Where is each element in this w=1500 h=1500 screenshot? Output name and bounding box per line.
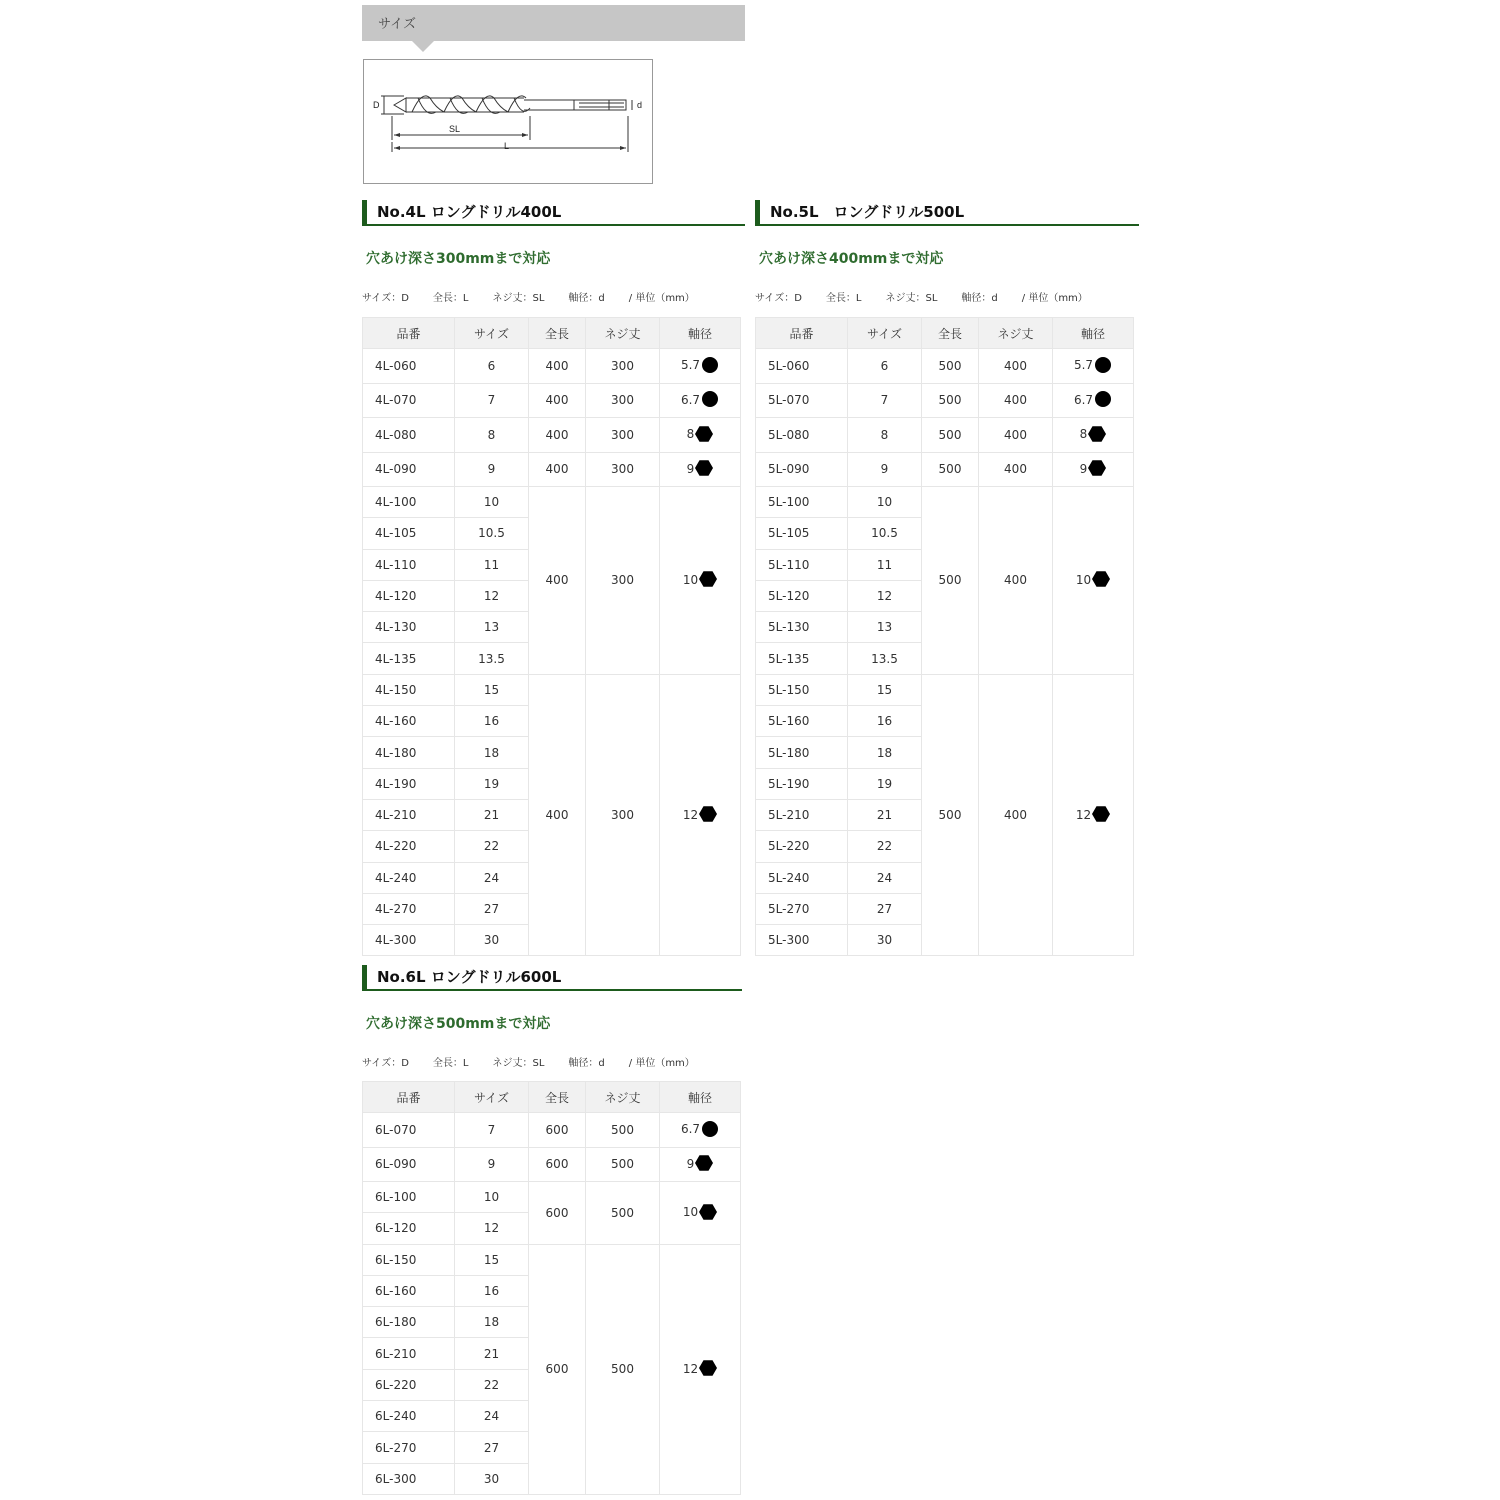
- cell-size: 9: [455, 1147, 529, 1182]
- cell-size: 15: [455, 674, 529, 705]
- cell-size: 16: [848, 706, 922, 737]
- legend-screw: ネジ丈：SL: [492, 1058, 545, 1069]
- shaft-diameter: 10: [682, 1205, 699, 1220]
- cell-code: 5L-090: [756, 452, 848, 487]
- spec-table-5l: [755, 317, 1134, 956]
- cell-screw-length: 300: [586, 418, 660, 453]
- cell-code: 4L-150: [363, 674, 455, 705]
- cell-size: 12: [848, 580, 922, 611]
- cell-code: 4L-210: [363, 799, 455, 830]
- cell-shaft: [1053, 418, 1134, 453]
- cell-code: 5L-135: [756, 643, 848, 674]
- cell-code: 5L-190: [756, 768, 848, 799]
- shaft-diameter: 6.7: [1073, 392, 1094, 407]
- cell-shaft: [1053, 452, 1134, 487]
- cell-code: 5L-160: [756, 706, 848, 737]
- shaft-value: [681, 1122, 719, 1136]
- shaft-diameter: 12: [1075, 807, 1092, 822]
- cell-size: 22: [848, 831, 922, 862]
- cell-size: 9: [848, 452, 922, 487]
- col-header-screw: ネジ丈: [979, 318, 1053, 349]
- shaft-value: [1080, 462, 1107, 476]
- cell-code: 6L-210: [363, 1338, 455, 1369]
- shaft-value: [681, 393, 719, 407]
- cell-size: 8: [455, 418, 529, 453]
- col-header-screw: ネジ丈: [586, 318, 660, 349]
- drill-diagram-drawing: [364, 60, 652, 183]
- table-row: [756, 487, 1134, 518]
- cell-size: 10: [455, 1182, 529, 1213]
- table-row: [363, 1147, 741, 1182]
- shaft-value: [1080, 427, 1107, 441]
- cell-shaft: [660, 1147, 741, 1182]
- diagram-label-d: d: [637, 100, 643, 110]
- cell-shaft: [660, 383, 741, 418]
- cell-size: 6: [848, 349, 922, 384]
- shaft-diameter: 12: [682, 807, 699, 822]
- cell-screw-length: 500: [586, 1182, 660, 1245]
- cell-code: 4L-120: [363, 580, 455, 611]
- cell-screw-length: 400: [979, 487, 1053, 675]
- spec-table-4l: [362, 317, 741, 956]
- shaft-value: [683, 1362, 717, 1376]
- cell-code: 6L-300: [363, 1463, 455, 1494]
- cell-length: 600: [529, 1182, 586, 1245]
- col-header-size: サイズ: [455, 1082, 529, 1113]
- cell-code: 5L-220: [756, 831, 848, 862]
- cell-length: 600: [529, 1147, 586, 1182]
- hex-shank-icon: [695, 425, 713, 443]
- cell-size: 7: [455, 1113, 529, 1148]
- cell-code: 4L-220: [363, 831, 455, 862]
- cell-code: 5L-300: [756, 925, 848, 956]
- cell-code: 5L-180: [756, 737, 848, 768]
- cell-length: 500: [922, 418, 979, 453]
- shaft-diameter: 6.7: [680, 1122, 701, 1137]
- cell-size: 27: [848, 893, 922, 924]
- cell-code: 6L-120: [363, 1213, 455, 1244]
- cell-code: 4L-080: [363, 418, 455, 453]
- cell-code: 6L-220: [363, 1369, 455, 1400]
- table-row: [363, 1113, 741, 1148]
- round-shank-icon: [701, 390, 719, 408]
- cell-screw-length: 400: [979, 674, 1053, 956]
- cell-code: 5L-270: [756, 893, 848, 924]
- cell-screw-length: 400: [979, 452, 1053, 487]
- legend-size: サイズ：D: [755, 293, 802, 304]
- cell-length: 400: [529, 674, 586, 956]
- hex-shank-icon: [699, 1203, 717, 1221]
- table-row: [363, 452, 741, 487]
- table-row: [756, 349, 1134, 384]
- cell-shaft: [660, 349, 741, 384]
- cell-size: 13.5: [455, 643, 529, 674]
- cell-code: 5L-080: [756, 418, 848, 453]
- cell-size: 16: [455, 1275, 529, 1306]
- cell-shaft: [660, 452, 741, 487]
- col-header-size: サイズ: [848, 318, 922, 349]
- shaft-diameter: 12: [682, 1361, 699, 1376]
- shaft-value: [683, 573, 717, 587]
- table-row: [363, 349, 741, 384]
- cell-code: 5L-070: [756, 383, 848, 418]
- cell-size: 7: [455, 383, 529, 418]
- col-header-length: 全長: [922, 318, 979, 349]
- legend-unit: / 単位（mm）: [628, 293, 695, 304]
- cell-code: 6L-160: [363, 1275, 455, 1306]
- diagram-label-SL: SL: [449, 124, 461, 134]
- shaft-diameter: 10: [1075, 572, 1092, 587]
- table-row: [363, 1244, 741, 1275]
- table-row: [756, 383, 1134, 418]
- round-shank-icon: [1094, 390, 1112, 408]
- col-header-code: 品番: [756, 318, 848, 349]
- round-shank-icon: [701, 1120, 719, 1138]
- shaft-diameter: 9: [686, 461, 695, 476]
- cell-size: 30: [848, 925, 922, 956]
- cell-code: 4L-270: [363, 893, 455, 924]
- round-shank-icon: [701, 356, 719, 374]
- size-tab: [362, 5, 745, 41]
- cell-size: 21: [455, 1338, 529, 1369]
- cell-screw-length: 500: [586, 1147, 660, 1182]
- cell-length: 400: [529, 487, 586, 675]
- cell-size: 10: [455, 487, 529, 518]
- cell-size: 10.5: [455, 518, 529, 549]
- cell-shaft: [660, 674, 741, 956]
- dimension-legend: [755, 289, 1088, 304]
- cell-shaft: [660, 1182, 741, 1245]
- cell-code: 6L-070: [363, 1113, 455, 1148]
- round-shank-icon: [1094, 356, 1112, 374]
- cell-screw-length: 500: [586, 1244, 660, 1494]
- legend-shaft: 軸径：d: [568, 1058, 605, 1069]
- cell-length: 500: [922, 487, 979, 675]
- legend-shaft: 軸径：d: [961, 293, 998, 304]
- shaft-diameter: 9: [686, 1156, 695, 1171]
- hex-shank-icon: [699, 805, 717, 823]
- shaft-diameter: 8: [686, 427, 695, 442]
- cell-code: 4L-110: [363, 549, 455, 580]
- cell-code: 6L-240: [363, 1401, 455, 1432]
- cell-size: 24: [455, 1401, 529, 1432]
- cell-size: 22: [455, 1369, 529, 1400]
- cell-size: 18: [455, 1307, 529, 1338]
- col-header-size: サイズ: [455, 318, 529, 349]
- cell-shaft: [1053, 349, 1134, 384]
- table-header-row: [756, 318, 1134, 349]
- table-row: [363, 487, 741, 518]
- size-tab-arrow: [412, 41, 434, 52]
- shaft-value: [1074, 393, 1112, 407]
- section-title: No.5L ロングドリル500L: [755, 200, 1139, 226]
- table-row: [756, 674, 1134, 705]
- shaft-diameter: 9: [1079, 461, 1088, 476]
- legend-shaft: 軸径：d: [568, 293, 605, 304]
- col-header-screw: ネジ丈: [586, 1082, 660, 1113]
- table-header-row: [363, 1082, 741, 1113]
- legend-size: サイズ：D: [362, 293, 409, 304]
- hex-shank-icon: [695, 1154, 713, 1172]
- shaft-value: [687, 427, 714, 441]
- cell-size: 30: [455, 925, 529, 956]
- cell-screw-length: 400: [979, 383, 1053, 418]
- cell-size: 13: [848, 612, 922, 643]
- hex-shank-icon: [1092, 805, 1110, 823]
- spec-table-6l: [362, 1081, 741, 1495]
- hex-shank-icon: [695, 459, 713, 477]
- table-row: [756, 452, 1134, 487]
- cell-size: 30: [455, 1463, 529, 1494]
- table-row: [363, 674, 741, 705]
- cell-code: 4L-300: [363, 925, 455, 956]
- cell-size: 27: [455, 893, 529, 924]
- cell-code: 5L-060: [756, 349, 848, 384]
- cell-code: 5L-130: [756, 612, 848, 643]
- cell-code: 4L-160: [363, 706, 455, 737]
- cell-size: 19: [455, 768, 529, 799]
- hex-shank-icon: [1088, 459, 1106, 477]
- cell-size: 18: [455, 737, 529, 768]
- diagram-label-D: D: [373, 100, 380, 110]
- hex-shank-icon: [699, 570, 717, 588]
- table-header-row: [363, 318, 741, 349]
- cell-size: 11: [455, 549, 529, 580]
- cell-code: 6L-180: [363, 1307, 455, 1338]
- hex-shank-icon: [1092, 570, 1110, 588]
- col-header-length: 全長: [529, 318, 586, 349]
- shaft-diameter: 10: [682, 572, 699, 587]
- diagram-label-L: L: [504, 141, 510, 151]
- hex-shank-icon: [1088, 425, 1106, 443]
- legend-screw: ネジ丈：SL: [885, 293, 938, 304]
- cell-length: 500: [922, 383, 979, 418]
- cell-size: 7: [848, 383, 922, 418]
- section-subtitle: 穴あけ深さ500mmまで対応: [366, 1016, 551, 1032]
- shaft-value: [1074, 358, 1112, 372]
- cell-code: 4L-240: [363, 862, 455, 893]
- cell-code: 6L-150: [363, 1244, 455, 1275]
- hex-shank-icon: [699, 1359, 717, 1377]
- cell-code: 4L-180: [363, 737, 455, 768]
- shaft-diameter: 6.7: [680, 392, 701, 407]
- cell-code: 6L-090: [363, 1147, 455, 1182]
- cell-screw-length: 500: [586, 1113, 660, 1148]
- cell-size: 15: [455, 1244, 529, 1275]
- cell-screw-length: 300: [586, 674, 660, 956]
- cell-code: 4L-070: [363, 383, 455, 418]
- col-header-shaft: 軸径: [660, 1082, 741, 1113]
- shaft-value: [683, 1205, 717, 1219]
- shaft-value: [1076, 808, 1110, 822]
- cell-size: 16: [455, 706, 529, 737]
- cell-code: 5L-105: [756, 518, 848, 549]
- cell-size: 24: [848, 862, 922, 893]
- shaft-diameter: 5.7: [1073, 358, 1094, 373]
- legend-unit: / 単位（mm）: [1021, 293, 1088, 304]
- cell-size: 15: [848, 674, 922, 705]
- cell-shaft: [1053, 674, 1134, 956]
- cell-length: 500: [922, 349, 979, 384]
- shaft-value: [683, 808, 717, 822]
- drill-diagram: [363, 59, 653, 184]
- cell-screw-length: 400: [979, 349, 1053, 384]
- cell-shaft: [660, 1244, 741, 1494]
- col-header-shaft: 軸径: [1053, 318, 1134, 349]
- cell-length: 400: [529, 418, 586, 453]
- cell-code: 6L-100: [363, 1182, 455, 1213]
- cell-code: 4L-130: [363, 612, 455, 643]
- shaft-diameter: 8: [1079, 427, 1088, 442]
- section-title: No.6L ロングドリル600L: [362, 965, 742, 991]
- cell-shaft: [660, 1113, 741, 1148]
- table-row: [363, 1182, 741, 1213]
- shaft-value: [687, 462, 714, 476]
- cell-size: 11: [848, 549, 922, 580]
- shaft-value: [1076, 573, 1110, 587]
- cell-shaft: [660, 418, 741, 453]
- col-header-code: 品番: [363, 318, 455, 349]
- shaft-diameter: 5.7: [680, 358, 701, 373]
- legend-length: 全長：L: [432, 1058, 469, 1069]
- cell-screw-length: 300: [586, 383, 660, 418]
- cell-code: 5L-120: [756, 580, 848, 611]
- cell-screw-length: 300: [586, 349, 660, 384]
- cell-code: 5L-210: [756, 799, 848, 830]
- cell-code: 5L-240: [756, 862, 848, 893]
- legend-size: サイズ：D: [362, 1058, 409, 1069]
- cell-size: 21: [455, 799, 529, 830]
- section-subtitle: 穴あけ深さ400mmまで対応: [759, 251, 944, 267]
- cell-size: 13: [455, 612, 529, 643]
- cell-length: 400: [529, 349, 586, 384]
- cell-screw-length: 400: [979, 418, 1053, 453]
- col-header-length: 全長: [529, 1082, 586, 1113]
- cell-size: 21: [848, 799, 922, 830]
- cell-size: 12: [455, 1213, 529, 1244]
- shaft-value: [687, 1157, 714, 1171]
- dimension-legend: [362, 1054, 695, 1069]
- cell-code: 4L-190: [363, 768, 455, 799]
- cell-size: 9: [455, 452, 529, 487]
- cell-length: 600: [529, 1113, 586, 1148]
- cell-code: 5L-100: [756, 487, 848, 518]
- cell-shaft: [1053, 383, 1134, 418]
- cell-size: 19: [848, 768, 922, 799]
- table-row: [363, 418, 741, 453]
- cell-size: 27: [455, 1432, 529, 1463]
- cell-shaft: [1053, 487, 1134, 675]
- cell-code: 4L-105: [363, 518, 455, 549]
- cell-screw-length: 300: [586, 452, 660, 487]
- dimension-legend: [362, 289, 695, 304]
- cell-code: 5L-110: [756, 549, 848, 580]
- cell-code: 5L-150: [756, 674, 848, 705]
- cell-length: 600: [529, 1244, 586, 1494]
- col-header-shaft: 軸径: [660, 318, 741, 349]
- section-title: No.4L ロングドリル400L: [362, 200, 745, 226]
- cell-shaft: [660, 487, 741, 675]
- cell-length: 400: [529, 452, 586, 487]
- size-tab-label: サイズ: [378, 17, 416, 32]
- cell-length: 500: [922, 452, 979, 487]
- cell-size: 24: [455, 862, 529, 893]
- legend-length: 全長：L: [432, 293, 469, 304]
- cell-code: 4L-135: [363, 643, 455, 674]
- shaft-value: [681, 358, 719, 372]
- table-row: [363, 383, 741, 418]
- cell-screw-length: 300: [586, 487, 660, 675]
- cell-code: 4L-060: [363, 349, 455, 384]
- cell-length: 500: [922, 674, 979, 956]
- cell-size: 12: [455, 580, 529, 611]
- cell-size: 8: [848, 418, 922, 453]
- cell-size: 13.5: [848, 643, 922, 674]
- cell-size: 22: [455, 831, 529, 862]
- cell-size: 10.5: [848, 518, 922, 549]
- cell-code: 4L-090: [363, 452, 455, 487]
- cell-size: 6: [455, 349, 529, 384]
- table-row: [756, 418, 1134, 453]
- legend-screw: ネジ丈：SL: [492, 293, 545, 304]
- legend-length: 全長：L: [825, 293, 862, 304]
- legend-unit: / 単位（mm）: [628, 1058, 695, 1069]
- section-subtitle: 穴あけ深さ300mmまで対応: [366, 251, 551, 267]
- col-header-code: 品番: [363, 1082, 455, 1113]
- cell-size: 18: [848, 737, 922, 768]
- cell-size: 10: [848, 487, 922, 518]
- cell-length: 400: [529, 383, 586, 418]
- cell-code: 6L-270: [363, 1432, 455, 1463]
- cell-code: 4L-100: [363, 487, 455, 518]
